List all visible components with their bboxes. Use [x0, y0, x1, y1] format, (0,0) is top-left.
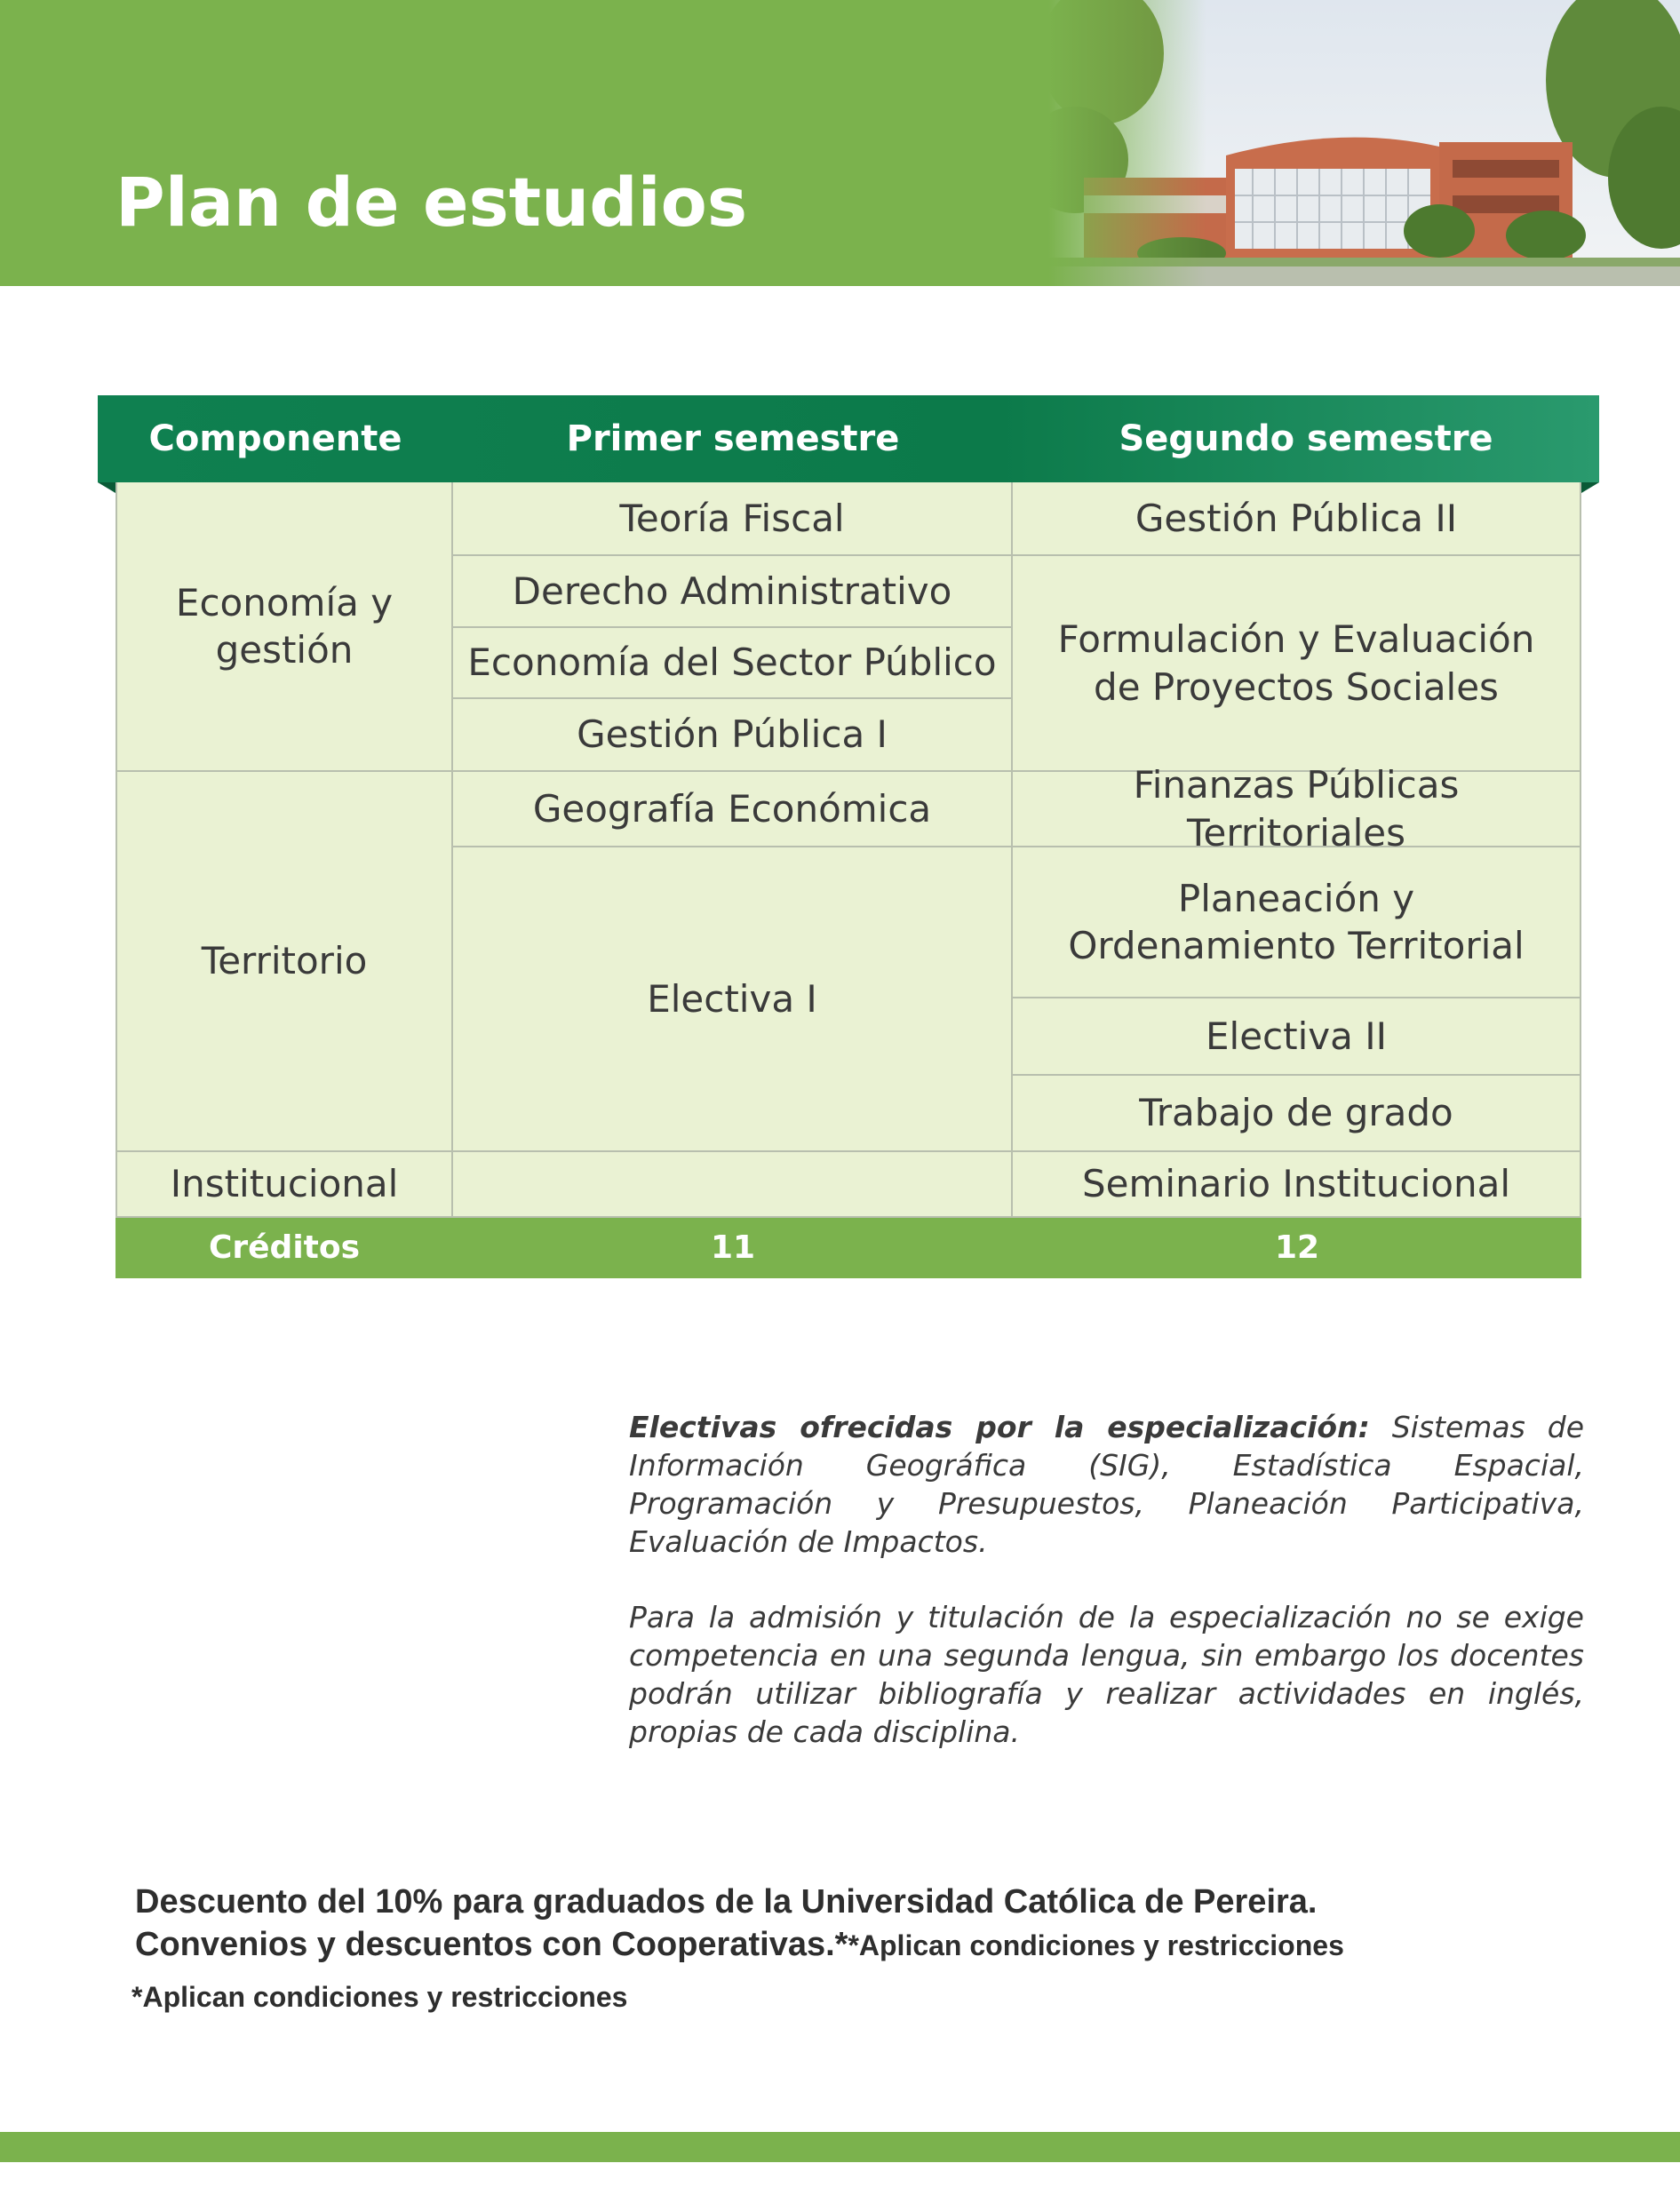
page-title: Plan de estudios [115, 163, 748, 242]
course-gestion-publica-1: Gestión Pública I [453, 699, 1013, 772]
course-seminario-institucional: Seminario Institucional [1013, 1152, 1581, 1218]
credits-row [115, 1218, 1581, 1278]
electivas-label: Electivas ofrecidas por la especialización: [629, 1410, 1370, 1444]
course-teoria-fiscal: Teoría Fiscal [453, 482, 1013, 556]
table-header [98, 395, 1599, 482]
credits-first-semester: 11 [710, 1229, 756, 1266]
electivas-note [629, 1408, 1584, 1561]
notes-section [629, 1408, 1584, 1788]
course-planeacion-ordenamiento: Planeación y Ordenamiento Territorial [1013, 847, 1581, 998]
header-fold-left [98, 482, 115, 493]
discount-conditions: *Aplican condiciones y restricciones [131, 1981, 628, 2013]
header-primer-semestre: Primer semestre [566, 418, 900, 459]
discount-section [131, 1881, 1344, 2016]
curriculum-table [115, 482, 1581, 1218]
discount-line-2: Convenios y descuentos con Cooperativas.**Aplican condiciones y restricciones [135, 1926, 1344, 1963]
course-finanzas-publicas: Finanzas Públicas Territoriales [1013, 772, 1581, 847]
component-economia: Economía y gestión [115, 482, 453, 772]
component-institucional: Institucional [115, 1152, 453, 1218]
idioma-note: Para la admisión y titulación de la especialización no se exige competencia en una segunda lengua, sin embargo los docentes podrán utilizar bibliografía y realizar actividades en inglés, propias de cada disciplina. [629, 1600, 1584, 1749]
campus-building-photo [1048, 0, 1680, 286]
course-trabajo-grado: Trabajo de grado [1013, 1076, 1581, 1152]
course-derecho-administrativo: Derecho Administrativo [453, 556, 1013, 628]
course-electiva-1: Electiva I [453, 847, 1013, 1152]
component-territorio: Territorio [115, 772, 453, 1152]
course-formulacion-evaluacion: Formulación y Evaluación de Proyectos Sociales [1013, 556, 1581, 772]
course-empty-institucional [453, 1152, 1013, 1218]
credits-label: Créditos [208, 1229, 361, 1266]
discount-line-1: Descuento del 10% para graduados de la Universidad Católica de Pereira. [135, 1883, 1318, 1921]
header-componente: Componente [148, 418, 402, 459]
credits-second-semester: 12 [1274, 1229, 1320, 1266]
header-segundo-semestre: Segundo semestre [1119, 418, 1493, 459]
footer-bar [0, 2132, 1680, 2162]
header-fold-right [1581, 482, 1599, 493]
course-electiva-2: Electiva II [1013, 998, 1581, 1076]
electivas-text: Sistemas de Información Geográfica (SIG), Estadística Espacial, Programación y Presupuestos, Planeación Participativa, Evaluación de Impactos. [629, 1410, 1585, 1559]
course-geografia-economica: Geografía Económica [453, 772, 1013, 847]
course-economia-sector-publico: Economía del Sector Público [453, 628, 1013, 699]
header-banner [0, 0, 1680, 286]
course-gestion-publica-2: Gestión Pública II [1013, 482, 1581, 556]
